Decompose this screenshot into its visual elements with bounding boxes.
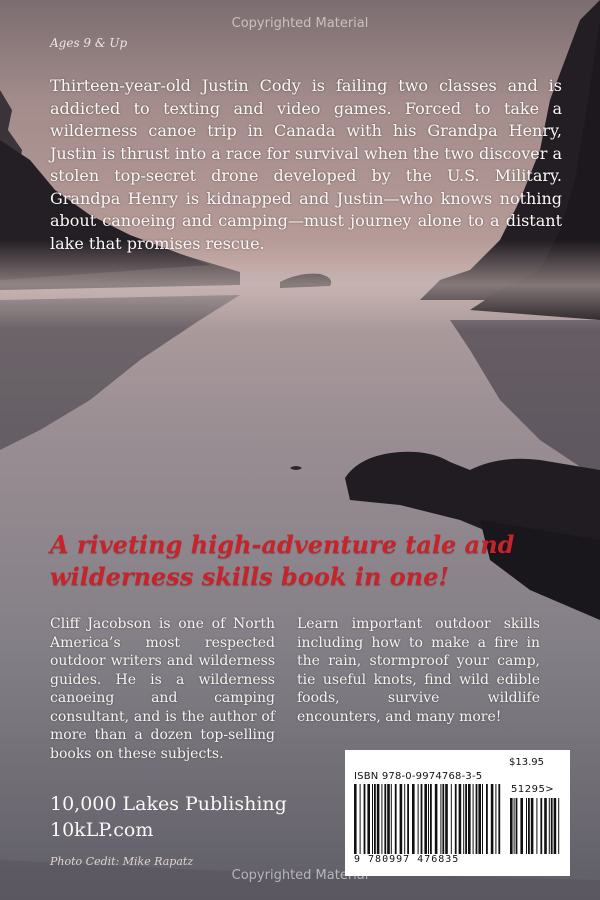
price: $13.95 <box>509 757 544 768</box>
tagline: A riveting high-adventure tale and wilderness skills book in one! <box>50 530 515 591</box>
skills-description: Learn important outdoor skills including how to make a fire in the rain, stormproof your camp, tie useful knots, find wild edible foods, survive wildlife encounters, and many more! <box>297 616 540 725</box>
photo-credit: Photo Cedit: Mike Rapatz <box>50 855 194 868</box>
publisher-name: 10,000 Lakes Publishing <box>50 793 287 815</box>
barcode-panel <box>345 750 570 876</box>
price-addon-barcode <box>510 798 562 854</box>
price-addon-code: 51295> <box>511 784 555 795</box>
publisher-block <box>50 791 287 843</box>
isbn-number: ISBN 978-0-9974768-3-5 <box>354 771 483 782</box>
age-range: Ages 9 & Up <box>50 36 128 50</box>
author-bio: Cliff Jacobson is one of North America’s most respected outdoor writers and wilderness guides. He is a wilderness canoeing and camping consultant, and is the author of more than a dozen top-selling books on these subjects. <box>50 616 275 762</box>
isbn-barcode <box>354 784 504 854</box>
copyright-watermark: Copyrighted Material <box>231 16 369 31</box>
book-description: Thirteen-year-old Justin Cody is failing two classes and is addicted to texting and video games. Forced to take a wilderness canoe trip in Canada with his Grandpa Henry, Justin is thrust into a race for survival when the two discover a stolen top-secret drone developed by the U.S. Military. Grandpa Henry is kidnapped and Justin—who knows nothing about canoeing and camping—must journey alone to a distant lake that promises rescue. <box>50 76 562 253</box>
publisher-url: 10kLP.com <box>50 819 154 841</box>
barcode-digits: 9 780997 476835 <box>354 854 460 865</box>
copyright-watermark-bottom: Copyrighted Material <box>231 868 369 883</box>
